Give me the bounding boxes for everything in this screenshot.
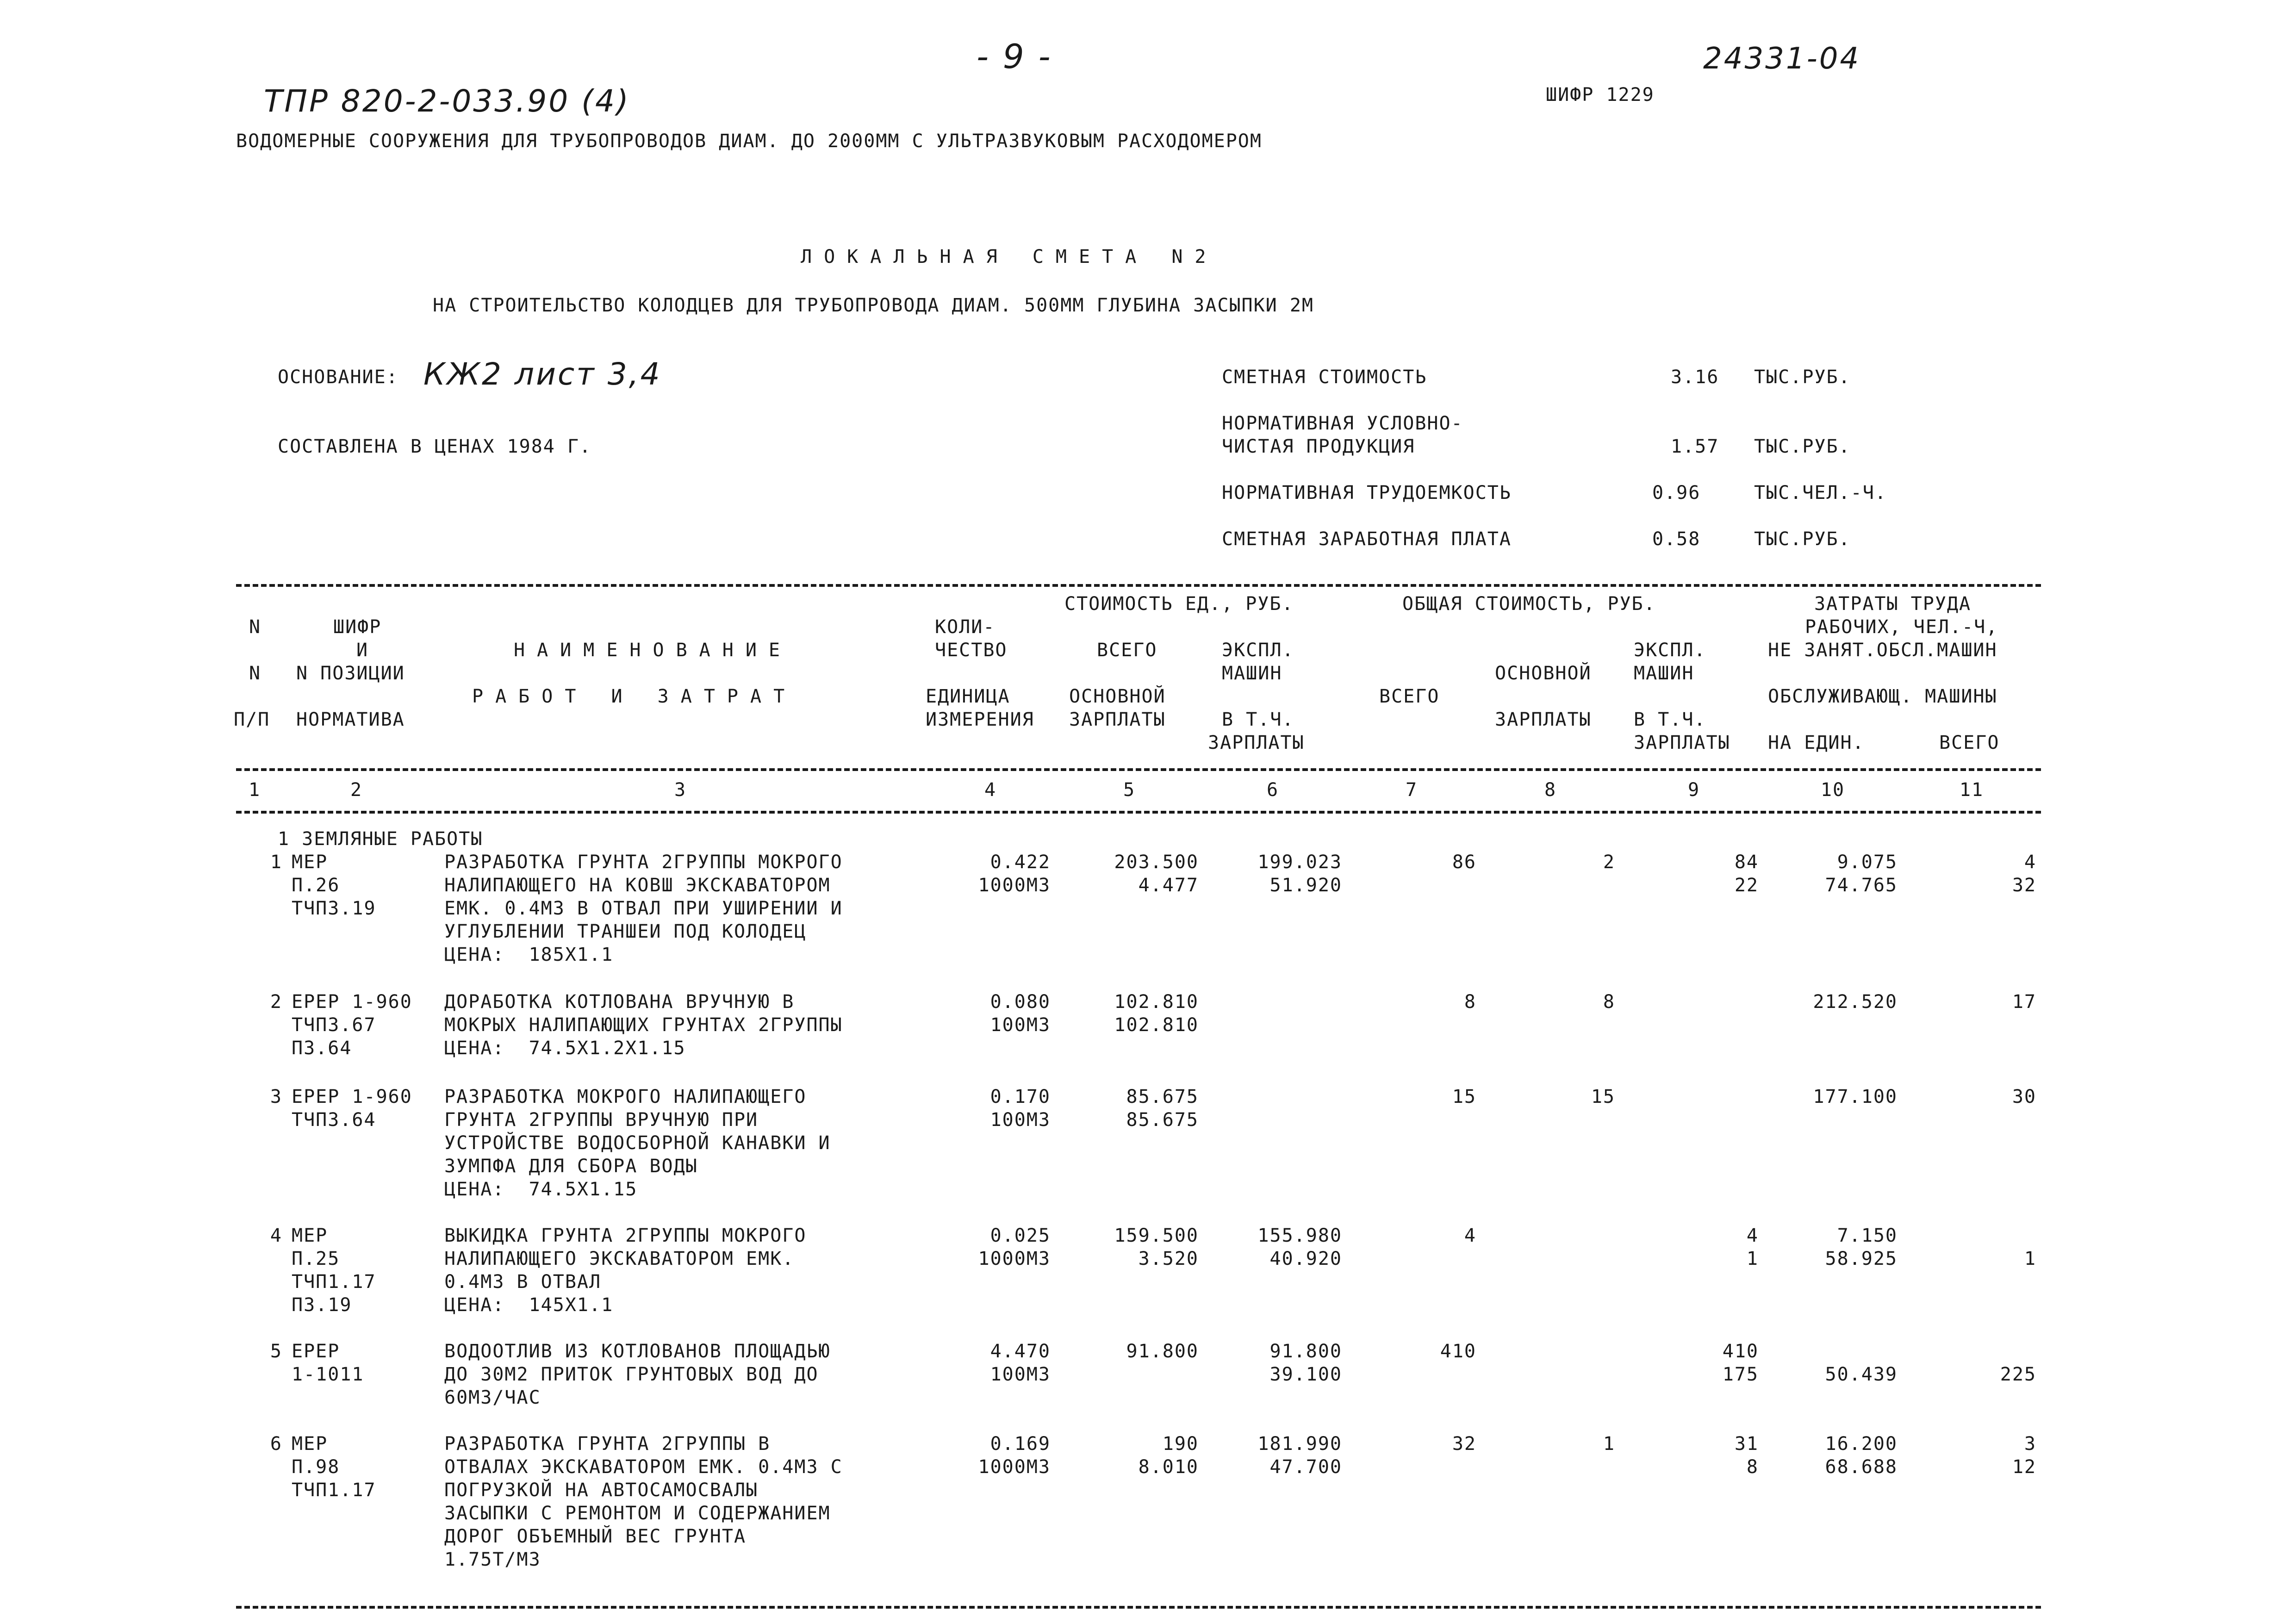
- summary-label: НОРМАТИВНАЯ ТРУДОЕМКОСТЬ: [1222, 482, 1512, 504]
- prices-note: СОСТАВЛЕНА В ЦЕНАХ 1984 Г.: [278, 436, 592, 457]
- row-cell-name: ДОРАБОТКА КОТЛОВАНА ВРУЧНУЮ В: [444, 991, 795, 1013]
- row-cell-qty: 4.470: [990, 1341, 1051, 1362]
- header-unit-cost-machines: ЭКСПЛ.: [1222, 640, 1294, 661]
- row-cell-c11: 4: [2024, 852, 2036, 873]
- row-cell-c7: 410: [1440, 1341, 1476, 1362]
- row-cell-name: 0.4М3 В ОТВАЛ: [444, 1271, 602, 1293]
- table-numbers-rule: [236, 811, 2041, 814]
- row-cell-c9: 1: [1746, 1248, 1759, 1269]
- column-number: 9: [1687, 779, 1700, 801]
- header-cipher: НОРМАТИВА: [296, 709, 405, 730]
- column-number: 3: [674, 779, 687, 801]
- summary-value: 0.58: [1652, 529, 1701, 550]
- row-cell-c7: 4: [1464, 1225, 1476, 1246]
- row-cell-code: ТЧП1.17: [292, 1271, 376, 1293]
- row-cell-name: РАЗРАБОТКА ГРУНТА 2ГРУППЫ В: [444, 1433, 771, 1455]
- header-qty: КОЛИ-: [935, 616, 996, 638]
- header-total-cost-machines: МАШИН: [1634, 663, 1694, 684]
- row-cell-n: 4: [270, 1225, 282, 1246]
- row-cell-qty: 0.170: [990, 1086, 1051, 1107]
- row-cell-qty: 0.080: [990, 991, 1051, 1013]
- column-number: 4: [984, 779, 997, 801]
- row-cell-c10: 177.100: [1813, 1086, 1898, 1107]
- row-cell-name: 1.75Т/М3: [444, 1549, 541, 1570]
- row-cell-c6: 155.980: [1257, 1225, 1342, 1246]
- header-unit-cost-salary: ЗАРПЛАТЫ: [1069, 709, 1166, 730]
- row-cell-c7: 86: [1452, 852, 1476, 873]
- header-labor: РАБОЧИХ, ЧЕЛ.-Ч,: [1805, 616, 1998, 638]
- row-cell-name: НАЛИПАЮЩЕГО ЭКСКАВАТОРОМ ЕМК.: [444, 1248, 795, 1269]
- row-cell-c5: 91.800: [1126, 1341, 1199, 1362]
- row-cell-c8: 2: [1603, 852, 1615, 873]
- header-name: НАИМЕНОВАНИЕ: [514, 640, 792, 661]
- header-qty: ЧЕСТВО: [935, 640, 1008, 661]
- row-cell-c9: 84: [1734, 852, 1759, 873]
- row-cell-name: УГЛУБЛЕНИИ ТРАНШЕИ ПОД КОЛОДЕЦ: [444, 921, 807, 942]
- summary-unit: ТЫС.ЧЕЛ.-Ч.: [1754, 482, 1887, 504]
- row-cell-n: 5: [270, 1341, 282, 1362]
- row-cell-c10: 58.925: [1825, 1248, 1898, 1269]
- summary-value: 1.57: [1671, 436, 1719, 457]
- row-cell-c6: 181.990: [1257, 1433, 1342, 1455]
- header-unit-cost: СТОИМОСТЬ ЕД., РУБ.: [1064, 593, 1294, 615]
- row-cell-c10: 16.200: [1825, 1433, 1898, 1455]
- header-cipher: ШИФР: [333, 616, 382, 638]
- header-labor: НЕ ЗАНЯТ.ОБСЛ.МАШИН: [1768, 640, 1997, 661]
- row-cell-name: НАЛИПАЮЩЕГО НА КОВШ ЭКСКАВАТОРОМ: [444, 875, 831, 896]
- row-cell-n: 3: [270, 1086, 282, 1107]
- table-bottom-rule: [236, 1606, 2041, 1609]
- summary-unit: ТЫС.РУБ.: [1754, 367, 1851, 388]
- header-n: N: [249, 663, 261, 684]
- header-unit-cost-salary: ОСНОВНОЙ: [1069, 686, 1166, 707]
- row-cell-c5: 203.500: [1114, 852, 1199, 873]
- header-labor-unit: НА ЕДИН.: [1768, 732, 1865, 753]
- header-n: N: [249, 616, 261, 638]
- row-cell-c11: 32: [2012, 875, 2036, 896]
- summary-label: СМЕТНАЯ СТОИМОСТЬ: [1222, 367, 1427, 388]
- row-cell-name: ЦЕНА: 74.5Х1.15: [444, 1179, 638, 1200]
- header-total-cost-machines: ЭКСПЛ.: [1634, 640, 1706, 661]
- row-cell-qty: 1000М3: [978, 875, 1051, 896]
- row-cell-qty: 1000М3: [978, 1248, 1051, 1269]
- header-unit-cost-machines: МАШИН: [1222, 663, 1282, 684]
- row-cell-n: 2: [270, 991, 282, 1013]
- row-cell-c10: 68.688: [1825, 1456, 1898, 1478]
- header-qty: ИЗМЕРЕНИЯ: [926, 709, 1034, 730]
- summary-label: СМЕТНАЯ ЗАРАБОТНАЯ ПЛАТА: [1222, 529, 1512, 550]
- basis-label: ОСНОВАНИЕ:: [278, 367, 398, 388]
- row-cell-name: УСТРОЙСТВЕ ВОДОСБОРНОЙ КАНАВКИ И: [444, 1132, 831, 1154]
- document-number: 24331-04: [1703, 42, 1861, 76]
- estimate-subtitle: НА СТРОИТЕЛЬСТВО КОЛОДЦЕВ ДЛЯ ТРУБОПРОВОДА ДИАМ. 500ММ ГЛУБИНА ЗАСЫПКИ 2М: [433, 295, 1314, 316]
- header-labor: ОБСЛУЖИВАЮЩ. МАШИНЫ: [1768, 686, 1997, 707]
- header-total-cost-machines: ЗАРПЛАТЫ: [1634, 732, 1730, 753]
- row-cell-n: 6: [270, 1433, 282, 1455]
- row-cell-name: МОКРЫХ НАЛИПАЮЩИХ ГРУНТАХ 2ГРУППЫ: [444, 1014, 843, 1036]
- row-cell-qty: 0.025: [990, 1225, 1051, 1246]
- row-cell-code: П.98: [292, 1456, 340, 1478]
- project-title: ВОДОМЕРНЫЕ СООРУЖЕНИЯ ДЛЯ ТРУБОПРОВОДОВ ДИАМ. ДО 2000ММ С УЛЬТРАЗВУКОВЫМ РАСХОДОМЕРОМ: [236, 131, 1262, 152]
- row-cell-c5: 102.810: [1114, 1014, 1199, 1036]
- header-labor: ЗАТРАТЫ ТРУДА: [1814, 593, 1972, 615]
- summary-unit: ТЫС.РУБ.: [1754, 529, 1851, 550]
- row-cell-name: ЦЕНА: 145Х1.1: [444, 1294, 614, 1316]
- row-cell-c5: 3.520: [1138, 1248, 1199, 1269]
- row-cell-code: МЕР: [292, 1225, 328, 1246]
- row-cell-code: 1-1011: [292, 1364, 364, 1385]
- row-cell-c7: 15: [1452, 1086, 1476, 1107]
- row-cell-n: 1: [270, 852, 282, 873]
- row-cell-name: ВЫКИДКА ГРУНТА 2ГРУППЫ МОКРОГО: [444, 1225, 807, 1246]
- header-cipher: И: [356, 640, 369, 661]
- row-cell-code: П.26: [292, 875, 340, 896]
- row-cell-c11: 225: [2000, 1364, 2036, 1385]
- row-cell-c5: 85.675: [1126, 1109, 1199, 1131]
- row-cell-c11: 1: [2024, 1248, 2036, 1269]
- row-cell-name: ЦЕНА: 74.5Х1.2Х1.15: [444, 1038, 686, 1059]
- row-cell-code: ТЧП3.67: [292, 1014, 376, 1036]
- row-cell-c10: 9.075: [1837, 852, 1898, 873]
- row-cell-c9: 31: [1734, 1433, 1759, 1455]
- row-cell-name: РАЗРАБОТКА ГРУНТА 2ГРУППЫ МОКРОГО: [444, 852, 843, 873]
- row-cell-code: П3.19: [292, 1294, 352, 1316]
- header-cipher: N ПОЗИЦИИ: [296, 663, 405, 684]
- column-number: 11: [1959, 779, 1984, 801]
- row-cell-code: МЕР: [292, 1433, 328, 1455]
- row-cell-name: ВОДООТЛИВ ИЗ КОТЛОВАНОВ ПЛОЩАДЬЮ: [444, 1341, 831, 1362]
- row-cell-code: МЕР: [292, 852, 328, 873]
- page-number: - 9 -: [977, 37, 1052, 76]
- header-name: РАБОТ И ЗАТРАТ: [472, 686, 797, 707]
- row-cell-c9: 8: [1746, 1456, 1759, 1478]
- header-qty: ЕДИНИЦА: [926, 686, 1010, 707]
- header-unit-cost-all: ВСЕГО: [1097, 640, 1157, 661]
- summary-value: 3.16: [1671, 367, 1719, 388]
- row-cell-c9: 175: [1722, 1364, 1759, 1385]
- row-cell-code: ТЧП1.17: [292, 1480, 376, 1501]
- header-n: П/П: [234, 709, 270, 730]
- row-cell-name: РАЗРАБОТКА МОКРОГО НАЛИПАЮЩЕГО: [444, 1086, 807, 1107]
- row-cell-c5: 85.675: [1126, 1086, 1199, 1107]
- row-cell-c5: 102.810: [1114, 991, 1199, 1013]
- column-number: 5: [1123, 779, 1136, 801]
- row-cell-name: ЗУМПФА ДЛЯ СБОРА ВОДЫ: [444, 1156, 698, 1177]
- project-code: ТПР 820-2-033.90 (4): [264, 83, 630, 119]
- summary-label: НОРМАТИВНАЯ УСЛОВНО-: [1222, 413, 1463, 434]
- row-cell-code: П3.64: [292, 1038, 352, 1059]
- column-number: 1: [248, 779, 261, 801]
- header-unit-cost-machines: ЗАРПЛАТЫ: [1208, 732, 1305, 753]
- row-cell-qty: 100М3: [990, 1014, 1051, 1036]
- row-cell-c9: 22: [1734, 875, 1759, 896]
- summary-value: 0.96: [1652, 482, 1701, 504]
- summary-unit: ТЫС.РУБ.: [1754, 436, 1851, 457]
- header-unit-cost-machines: В Т.Ч.: [1222, 709, 1294, 730]
- header-total-cost-machines: В Т.Ч.: [1634, 709, 1706, 730]
- row-cell-code: ТЧП3.64: [292, 1109, 376, 1131]
- row-cell-c8: 8: [1603, 991, 1615, 1013]
- row-cell-qty: 100М3: [990, 1364, 1051, 1385]
- row-cell-c10: 50.439: [1825, 1364, 1898, 1385]
- estimate-title: ЛОКАЛЬНАЯ СМЕТА N2: [801, 246, 1218, 267]
- row-cell-c11: 3: [2024, 1433, 2036, 1455]
- column-number: 8: [1544, 779, 1557, 801]
- row-cell-c5: 4.477: [1138, 875, 1199, 896]
- row-cell-c7: 32: [1452, 1433, 1476, 1455]
- row-cell-c11: 12: [2012, 1456, 2036, 1478]
- header-labor-total: ВСЕГО: [1939, 732, 2000, 753]
- row-cell-c10: 212.520: [1813, 991, 1898, 1013]
- row-cell-c8: 15: [1591, 1086, 1615, 1107]
- row-cell-qty: 100М3: [990, 1109, 1051, 1131]
- row-cell-c6: 47.700: [1269, 1456, 1342, 1478]
- row-cell-c6: 91.800: [1269, 1341, 1342, 1362]
- row-cell-c11: 30: [2012, 1086, 2036, 1107]
- row-cell-code: ЕРЕР: [292, 1341, 340, 1362]
- row-cell-c6: 51.920: [1269, 875, 1342, 896]
- row-cell-c9: 410: [1722, 1341, 1759, 1362]
- row-cell-name: ДОРОГ ОБЪЕМНЫЙ ВЕС ГРУНТА: [444, 1526, 747, 1547]
- row-cell-code: ЕРЕР 1-960: [292, 991, 412, 1013]
- row-cell-c7: 8: [1464, 991, 1476, 1013]
- row-cell-name: ГРУНТА 2ГРУППЫ ВРУЧНУЮ ПРИ: [444, 1109, 759, 1131]
- column-number: 6: [1266, 779, 1279, 801]
- row-cell-c6: 39.100: [1269, 1364, 1342, 1385]
- column-number: 2: [350, 779, 363, 801]
- basis-value: КЖ2 лист 3,4: [423, 356, 662, 392]
- header-total-cost-base: ЗАРПЛАТЫ: [1495, 709, 1592, 730]
- row-cell-c5: 159.500: [1114, 1225, 1199, 1246]
- section-title: 1 ЗЕМЛЯНЫЕ РАБОТЫ: [278, 828, 483, 850]
- row-cell-name: ДО 30М2 ПРИТОК ГРУНТОВЫХ ВОД ДО: [444, 1364, 819, 1385]
- row-cell-name: ЦЕНА: 185Х1.1: [444, 944, 614, 965]
- table-header-rule: [236, 768, 2041, 771]
- row-cell-c9: 4: [1746, 1225, 1759, 1246]
- row-cell-name: ЗАСЫПКИ С РЕМОНТОМ И СОДЕРЖАНИЕМ: [444, 1503, 831, 1524]
- row-cell-code: П.25: [292, 1248, 340, 1269]
- row-cell-c5: 190: [1162, 1433, 1199, 1455]
- row-cell-qty: 0.169: [990, 1433, 1051, 1455]
- row-cell-code: ТЧП3.19: [292, 898, 376, 919]
- table-top-rule: [236, 584, 2041, 587]
- column-number: 10: [1820, 779, 1845, 801]
- row-cell-c6: 40.920: [1269, 1248, 1342, 1269]
- header-total-cost-all: ВСЕГО: [1379, 686, 1440, 707]
- header-total-cost-base: ОСНОВНОЙ: [1495, 663, 1592, 684]
- row-cell-c11: 17: [2012, 991, 2036, 1013]
- row-cell-name: 60М3/ЧАС: [444, 1387, 541, 1408]
- row-cell-name: ПОГРУЗКОЙ НА АВТОСАМОСВАЛЫ: [444, 1480, 759, 1501]
- row-cell-c8: 1: [1603, 1433, 1615, 1455]
- summary-label: ЧИСТАЯ ПРОДУКЦИЯ: [1222, 436, 1415, 457]
- row-cell-c10: 74.765: [1825, 875, 1898, 896]
- row-cell-c5: 8.010: [1138, 1456, 1199, 1478]
- row-cell-qty: 0.422: [990, 852, 1051, 873]
- row-cell-qty: 1000М3: [978, 1456, 1051, 1478]
- row-cell-name: ОТВАЛАХ ЭКСКАВАТОРОМ ЕМК. 0.4М3 С: [444, 1456, 843, 1478]
- row-cell-code: ЕРЕР 1-960: [292, 1086, 412, 1107]
- row-cell-c10: 7.150: [1837, 1225, 1898, 1246]
- row-cell-c6: 199.023: [1257, 852, 1342, 873]
- row-cell-name: ЕМК. 0.4М3 В ОТВАЛ ПРИ УШИРЕНИИ И: [444, 898, 843, 919]
- column-number: 7: [1405, 779, 1418, 801]
- cipher-label: ШИФР 1229: [1546, 84, 1655, 106]
- header-total-cost: ОБЩАЯ СТОИМОСТЬ, РУБ.: [1402, 593, 1656, 615]
